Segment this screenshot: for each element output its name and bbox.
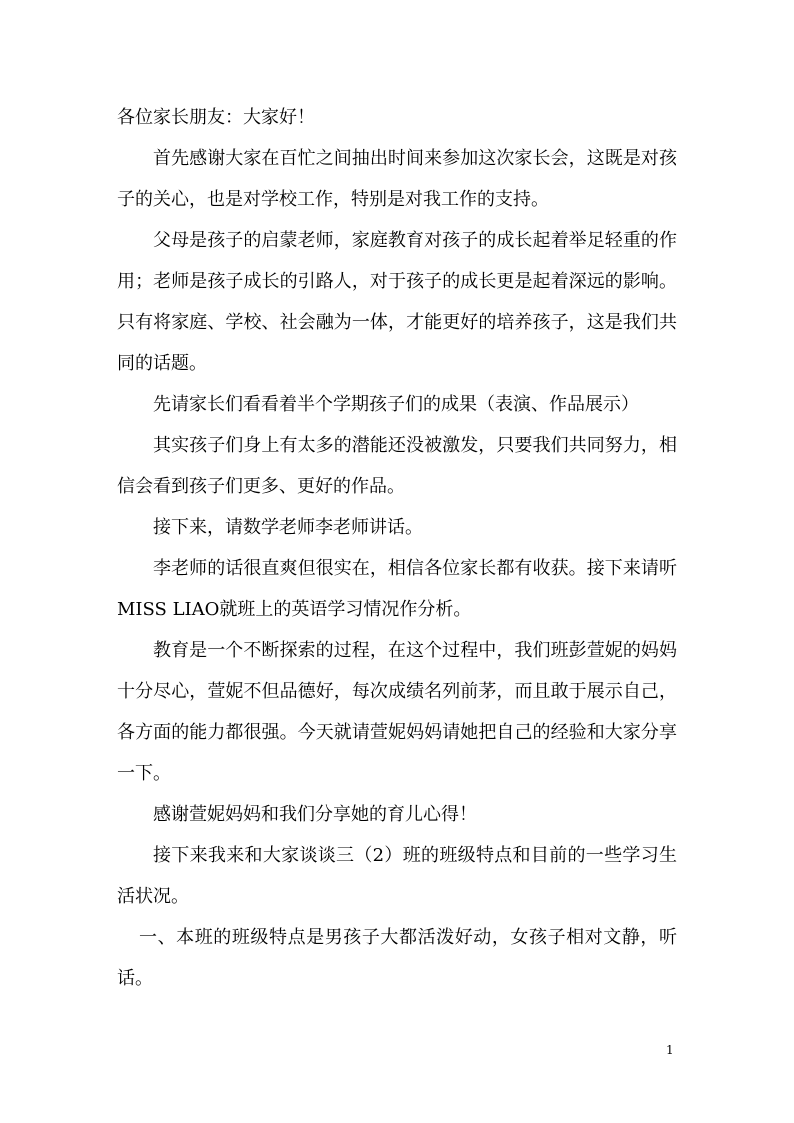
paragraph-parents-role: 父母是孩子的启蒙老师，家庭教育对孩子的成长起着举足轻重的作用；老师是孩子成长的引路人，对于孩子的成长更是起着深远的影响。只有将家庭、学校、社会融为一体，才能更好的培养孩子，这是我们共同的话题。 — [117, 230, 677, 374]
paragraph-parent-sharing: 教育是一个不断探索的过程，在这个过程中，我们班彭萱妮的妈妈十分尽心，萱妮不但品德好，每次成绩名列前茅，而且敢于展示自己，各方面的能力都很强。今天就请萱妮妈妈请她把自己的经验和大家分享一下。 — [117, 640, 677, 784]
paragraph-math-teacher: 接下来，请数学老师李老师讲话。 — [153, 517, 423, 538]
paragraph-class-status: 接下来我来和大家谈谈三（2）班的班级特点和目前的一些学习生活状况。 — [117, 845, 677, 907]
paragraph-english-teacher: 李老师的话很直爽但很实在，相信各位家长都有收获。接下来请听MISS LIAO就班上的英语学习情况作分析。 — [117, 558, 677, 620]
paragraph-greeting: 各位家长朋友：大家好！ — [117, 107, 315, 128]
document-body — [117, 97, 677, 999]
paragraph-class-features: 一、本班的班级特点是男孩子大都活泼好动，女孩子相对文静，听话。 — [117, 927, 677, 989]
paragraph-showcase: 先请家长们看看着半个学期孩子们的成果（表演、作品展示） — [153, 394, 639, 415]
page-number: 1 — [666, 1043, 674, 1057]
paragraph-potential: 其实孩子们身上有太多的潜能还没被激发，只要我们共同努力，相信会看到孩子们更多、更好的作品。 — [117, 435, 677, 497]
paragraph-thanks-parent: 感谢萱妮妈妈和我们分享她的育儿心得！ — [153, 804, 477, 825]
paragraph-thanks: 首先感谢大家在百忙之间抽出时间来参加这次家长会，这既是对孩子的关心，也是对学校工作，特别是对我工作的支持。 — [117, 148, 677, 210]
